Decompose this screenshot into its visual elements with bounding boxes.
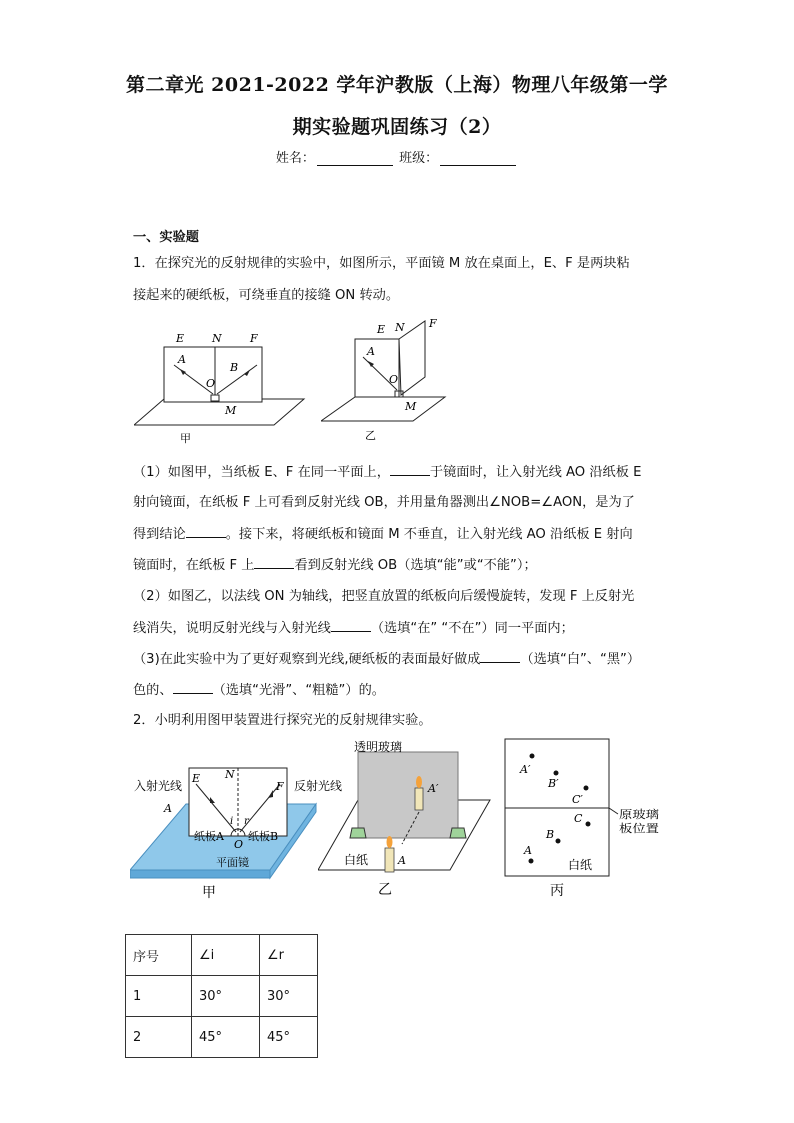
label-O: O [389, 373, 399, 386]
blank-3[interactable] [254, 556, 294, 569]
blank-5[interactable] [480, 650, 520, 663]
q2-figure-jia [130, 740, 350, 905]
label-b-prime: B′ [548, 777, 559, 790]
label-c-prime: C′ [572, 793, 583, 806]
table-row [126, 1017, 318, 1058]
q2-figure-yi [318, 740, 493, 905]
section-heading: 一、实验题 [133, 230, 199, 245]
caption-yi: 乙 [365, 429, 376, 442]
cell: 45° [260, 1017, 318, 1058]
q1-p2-line1: （2）如图乙，以法线 ON 为轴线，把竖直放置的纸板向后缓慢旋转，发现 F 上反射光 [133, 589, 635, 604]
label-glass-pos-1: 原玻璃 [619, 808, 652, 821]
label-N: N [395, 321, 405, 334]
blank-1[interactable] [390, 463, 430, 476]
table-header-row [126, 935, 318, 976]
q1-p1-line3: 得到结论 。接下来，将硬纸板和镜面 M 不垂直，让入射光线 AO 沿纸板 E 射向 [133, 527, 633, 542]
results-table [125, 934, 318, 1058]
label-reflected: 反射光线 [294, 779, 343, 793]
label-B: B [230, 361, 239, 374]
label-O: O [234, 838, 244, 851]
name-blank[interactable] [317, 153, 393, 166]
title-line-2: 期实验题巩固练习（2） [292, 116, 502, 138]
q1-line1: 1．在探究光的反射规律的实验中，如图所示，平面镜 M 放在桌面上，E、F 是两块粘 [133, 256, 630, 271]
label-F: F [276, 780, 284, 793]
label-A: A [524, 844, 532, 857]
q1-p1-line1: （1）如图甲，当纸板 E、F 在同一平面上， 于镜面时，让入射光线 AO 沿纸板 E [133, 465, 642, 480]
title-line-1: 第二章光 2021-2022 学年沪教版（上海）物理八年级第一学 [126, 74, 668, 96]
name-class-line [0, 147, 794, 166]
cell: 30° [260, 976, 318, 1017]
label-A: A [178, 353, 186, 366]
label-B: B [546, 828, 555, 841]
q1-figure-jia [134, 325, 314, 450]
blank-4[interactable] [331, 619, 371, 632]
caption-bing: 丙 [550, 883, 564, 899]
label-board-b: 纸板B [248, 830, 279, 843]
label-E: E [176, 332, 185, 345]
label-glass: 透明玻璃 [354, 740, 403, 754]
header-angle-r: ∠r [260, 935, 318, 976]
q1-p3-line1: （3)在此实验中为了更好观察到光线,硬纸板的表面最好做成 （选填“白”、“黑”） [133, 652, 641, 667]
caption-yi: 乙 [378, 882, 392, 898]
label-E: E [192, 772, 201, 785]
class-label: 班级： [399, 151, 439, 166]
blank-6[interactable] [173, 681, 213, 694]
label-glass-pos-2: 板位置 [619, 822, 652, 835]
glass-plate [358, 752, 458, 838]
label-i: i [230, 816, 234, 827]
q1-line2: 接起来的硬纸板，可绕垂直的接缝 ON 转动。 [133, 288, 400, 303]
label-O: O [206, 377, 216, 390]
label-paper: 白纸 [568, 858, 593, 872]
label-incident: 入射光线 [134, 779, 183, 793]
label-M: M [405, 400, 417, 413]
label-N: N [225, 768, 235, 781]
label-a-prime: A′ [520, 763, 531, 776]
cell: 2 [126, 1017, 192, 1058]
caption-jia: 甲 [180, 432, 191, 445]
q1-p1-line4: 镜面时，在纸板 F 上 看到反射光线 OB（选填“能”或“不能”）； [133, 558, 537, 573]
label-C: C [574, 812, 583, 825]
label-M: M [225, 404, 237, 417]
header-angle-i: ∠i [192, 935, 260, 976]
q1-p3-line2: 色的、 （选填“光滑”、“粗糙”）的。 [133, 683, 385, 698]
name-label: 姓名： [275, 151, 315, 166]
q1-figure-yi [321, 315, 451, 445]
header-index: 序号 [126, 935, 192, 976]
label-F: F [429, 317, 437, 330]
label-F: F [250, 332, 258, 345]
label-A: A [367, 345, 375, 358]
label-a-prime: A′ [428, 782, 439, 795]
cell: 45° [192, 1017, 260, 1058]
label-r: r [244, 816, 249, 827]
class-blank[interactable] [440, 153, 516, 166]
q1-p2-line2: 线消失，说明反射光线与入射光线 （选填“在” “不在”）同一平面内； [133, 621, 574, 636]
table-row [126, 976, 318, 1017]
cell: 30° [192, 976, 260, 1017]
mirror-plane [134, 399, 304, 425]
q2-figure-bing [504, 738, 684, 903]
label-E: E [377, 323, 386, 336]
blank-2[interactable] [186, 525, 226, 538]
cell: 1 [126, 976, 192, 1017]
label-paper: 白纸 [344, 853, 369, 867]
label-mirror: 平面镜 [216, 856, 249, 869]
q1-p1-line2: 射向镜面，在纸板 F 上可看到反射光线 OB，并用量角器测出∠NOB=∠AON，是为了 [133, 495, 635, 510]
label-A: A [398, 854, 406, 867]
caption-jia: 甲 [202, 885, 216, 901]
label-A: A [164, 802, 172, 815]
label-N: N [212, 332, 222, 345]
label-board-a: 纸板A [194, 830, 224, 843]
q2-line1: 2．小明利用图甲装置进行探究光的反射规律实验。 [133, 713, 432, 728]
